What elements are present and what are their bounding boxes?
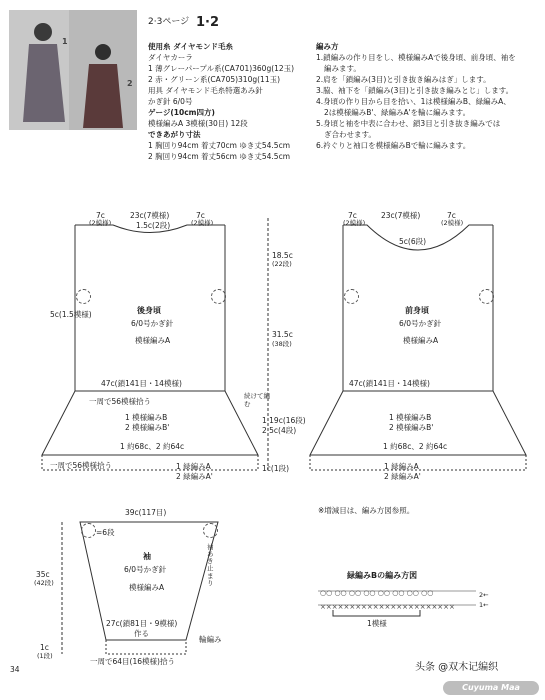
back-edge-pickup: 一周で56模様拾う [50,461,113,470]
sleeve-cuff: 27c(鎖81目・9模様) [106,619,178,628]
method-step: 2.肩を「鎖編み(3目)と引き抜き編みはぎ」します。 [316,75,491,84]
yarn-1: 1 薄グレーパープル系(CA701)360g(12玉) [148,64,295,73]
gauge-value: 模様編みA 3模様(30目) 12段 [148,119,248,128]
method-step: 3.脇、袖下を「鎖編み(3目)と引き抜き編みとじ」します。 [316,86,514,95]
photo-label-2: 2 [127,79,133,88]
front-armhole-mark-left [344,289,359,304]
sleeve-pickup: 一周で64目(16模様)拾う [90,657,175,666]
photo-label-1: 1 [62,37,68,46]
method-step: 6.衿ぐりと袖口を模様編みBで輪に編みます。 [316,141,471,150]
sleeve-mark-label: =6段 [96,528,115,537]
sleeve-width: 39c(117目) [125,508,167,517]
front-neck-width: 23c(7模様) [381,211,421,220]
gauge-heading: ゲージ(10cm四方) [148,108,215,117]
sleeve-mark-right [203,523,218,538]
front-hem-1: 1 模様編みB [389,413,432,422]
stitch-chart-repeat: 1模様 [367,619,387,628]
body-length-sub: (38段) [272,340,292,348]
stitch-chart-symbols [320,589,455,611]
page-reference: 2·3ページ [148,17,190,27]
front-pattern: 模様編みA [403,336,439,345]
stitch-chart-row-2: 2← [479,591,489,599]
method-step: ぎ合わせます。 [324,130,376,139]
method-step: 2は模様編みB'、緑編みA'を輪に編みます。 [324,108,471,117]
upper-length-sub: (22段) [272,260,292,268]
back-neck-depth: 1.5c(2段) [136,221,171,230]
back-hem-1: 1 模様編みB [125,413,168,422]
sleeve-pattern: 模様編みA [129,583,165,592]
continue-note: 続けて編む [244,392,270,408]
body-length: 31.5c [272,330,293,339]
sleeve-hook: 6/0号かぎ針 [124,565,167,574]
sleeve-title: 袖 [143,552,151,561]
sleeve-cuff-edge: 輪編み [199,635,222,644]
svg-text:×××××××××××××××××××××××: ××××××××××××××××××××××× [320,603,455,611]
back-edge-1: 1 緑編みA [176,462,211,471]
back-pickup: 一周で56模様拾う [89,397,152,406]
method-step: 5.身頃と袖を中表に合わせ、鎖3目と引き抜き編みでは [316,119,501,128]
back-side-mark: 5c(1.5模様) [50,310,92,319]
back-title: 後身頃 [137,306,161,315]
increase-note: ※増減目は、編み方図参照。 [318,506,415,515]
front-neck-depth: 5c(6段) [399,237,427,246]
size-2: 2 胸回り94cm 着丈56cm ゆき丈54.5cm [148,152,290,161]
watermark: Cuyuma Maa [443,681,539,695]
back-shoulder-right: 7c [196,211,205,220]
credit-text: 头条 @双木记编织 [415,662,499,673]
front-shoulder-right: 7c [447,211,456,220]
yarn-heading: 使用糸 ダイヤモンド毛糸 [148,42,233,51]
method-step: 編みます。 [324,64,361,73]
front-shoulder-left-sub: (2模様) [343,219,366,227]
front-edge-2: 2 緑編みA' [384,472,421,481]
yarn-2: 2 赤・グリーン系(CA705)310g(11玉) [148,75,281,84]
sleeve-edge-outline [106,640,186,654]
method-step: 1.鎖編みの作り目をし、模様編みAで後身頃、前身頃、袖を [316,53,516,62]
back-shoulder-left: 7c [96,211,105,220]
tools: 用具 ダイヤモンド毛糸特選あみ針 [148,86,263,95]
back-pattern: 模様編みA [135,336,171,345]
front-title: 前身頃 [405,306,429,315]
sleeve-seam-note: 袖あき止まり [207,543,214,587]
back-chain: 47c(鎖141目・14模様) [101,379,182,388]
yarn-name: ダイヤカーラ [148,53,193,62]
method-step: 4.身頃の作り目から目を拾い、1は模様編みB、緑編みA、 [316,97,511,106]
method-heading: 編み方 [316,42,339,51]
hem-length-2: 2 5c(4段) [262,426,297,435]
size-1: 1 胸回り94cm 着丈70cm ゆき丈54.5cm [148,141,290,150]
stitch-chart-row-1: 1← [479,601,489,609]
sleeve-length-sub: (42段) [34,579,54,587]
front-armhole-mark-right [479,289,494,304]
back-edge-2: 2 緑編みA' [176,472,213,481]
front-chain: 47c(鎖141目・14模様) [349,379,430,388]
back-neck-width: 23c(7模様) [130,211,170,220]
svg-text:○○ ○○ ○○ ○○ ○○ ○○ ○○ ○○: ○○ ○○ ○○ ○○ ○○ ○○ ○○ ○○ [320,589,434,597]
hem-length-1: 1 19c(16段) [262,416,306,425]
front-shoulder-right-sub: (2模様) [441,219,464,227]
back-shoulder-right-sub: (2模様) [191,219,214,227]
back-hook: 6/0号かぎ針 [131,319,174,328]
sleeve-edge-length: 1c [40,643,49,652]
back-armhole-mark-left [76,289,91,304]
model-number: 1·2 [196,15,220,30]
page-number: 34 [10,665,20,674]
edge-length: 1c(1段) [262,464,290,473]
back-hem-2: 2 模様編みB' [125,423,170,432]
front-shoulder-left: 7c [348,211,357,220]
front-hem-2: 2 模様編みB' [389,423,434,432]
hook-size: かぎ針 6/0号 [148,97,193,106]
stitch-chart-title: 緑編みBの編み方図 [347,571,418,580]
sleeve-edge-length-sub: (1段) [37,652,53,660]
back-width: 1 約68c、2 約64c [120,442,185,451]
sleeve-length: 35c [36,570,50,579]
back-shoulder-left-sub: (2模様) [89,219,112,227]
front-hook: 6/0号かぎ針 [399,319,442,328]
front-edge-1: 1 緑編みA [384,462,419,471]
upper-length: 18.5c [272,251,293,260]
sleeve-cuff-make: 作る [134,629,149,638]
back-armhole-mark-right [211,289,226,304]
size-heading: できあがり寸法 [148,130,201,139]
front-width: 1 約68c、2 約64c [383,442,448,451]
sleeve-mark-left [81,523,96,538]
